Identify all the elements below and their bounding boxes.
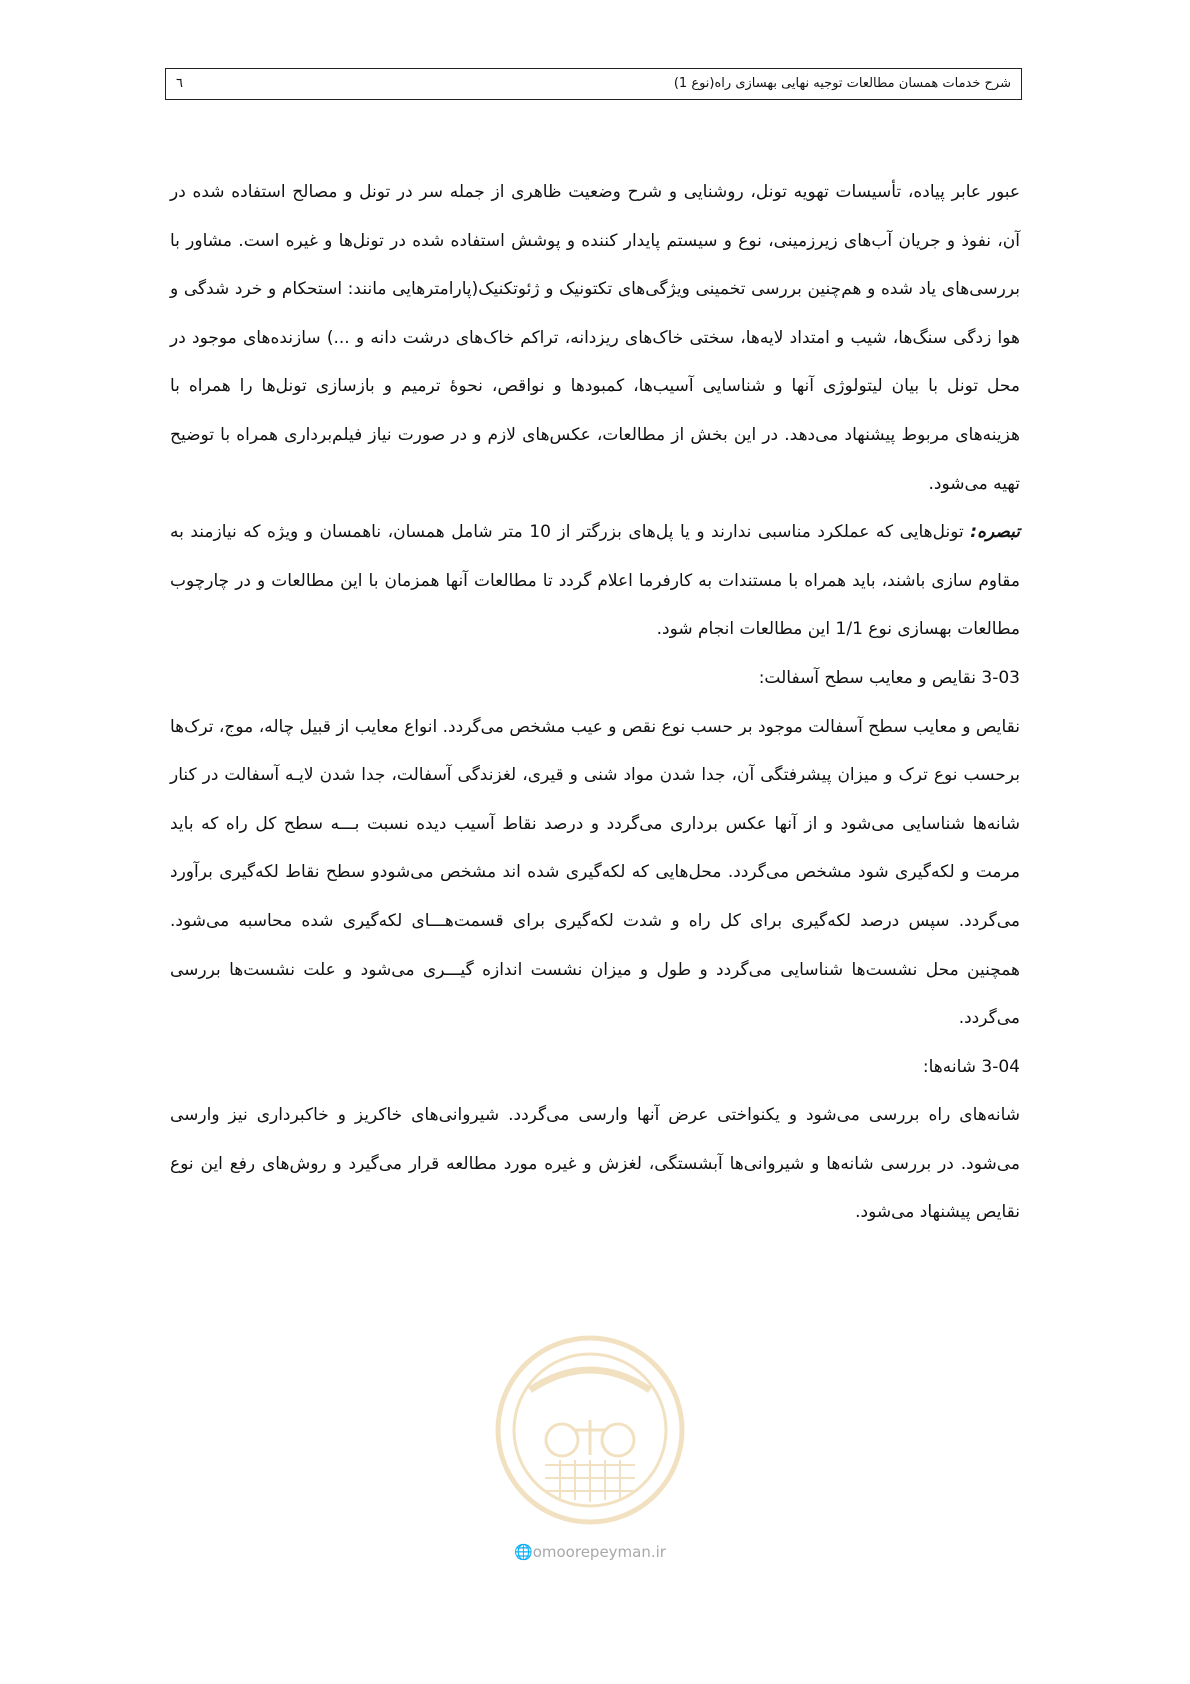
- paragraph-shoulders: شانه‌های راه بررسی می‌شود و یکنواختی عرض آنها وارسی می‌گردد. شیروانی‌های خاکریز و خاکبرداری نیز وارسی می‌شود. در بررسی شانه‌ها و شیروانی‌ها آبشستگی، لغزش و غیره مورد مطالعه قرار می‌گیرد و روش‌های رفع این نوع نقایص پیشنهاد می‌شود.: [170, 1105, 1020, 1223]
- page-number: ٦: [176, 76, 183, 91]
- document-body: [170, 168, 1020, 1237]
- globe-icon: 🌐: [514, 1543, 533, 1561]
- note-text: تونل‌هایی که عملکرد مناسبی ندارند و یا پل‌های بزرگتر از 10 متر شامل همسان، ناهمسان و ویژه که نیازمند به مقاوم سازی باشند، باید همراه با مستندات به کارفرما اعلام گردد تا مطالعات آنها همزمان با این مطالعات و در چارچوب مطالعات بهسازی نوع 1/1 این مطالعات انجام شود.: [170, 522, 1020, 640]
- note-paragraph: [170, 508, 1020, 654]
- watermark-site-text: 🌐omoorepeyman.ir: [514, 1543, 666, 1561]
- note-label: تبصره:: [970, 522, 1020, 543]
- page-header: [165, 68, 1022, 100]
- watermark-seal-icon: [490, 1330, 690, 1530]
- paragraph-asphalt: نقایص و معایب سطح آسفالت موجود بر حسب نوع نقص و عیب مشخص می‌گردد. انواع معایب از قبیل چاله، موج، ترک‌ها برحسب نوع ترک و میزان پیشرفتگی آن، جدا شدن مواد شنی و قیری، لغزندگی آسفالت، جدا شدن لایـه آسفالت در کنار شانه‌ها شناسایی می‌شود و از آنها عکس برداری می‌گردد و درصد نقاط آسیب دیده نسبت بـــه سطح کل راه که باید مرمت و لکه‌گیری شود مشخص می‌گردد. محل‌هایی که لکه‌گیری شده اند مشخص می‌شودو سطح نقاط لکه‌گیری برآورد می‌گردد. سپس درصد لکه‌گیری برای کل راه و شدت لکه‌گیری برای قسمت‌هـــای لکه‌گیری شده محاسبه می‌شود. همچنین محل نشست‌ها شناسایی می‌گردد و طول و میزان نشست اندازه گیـــری می‌شود و علت نشست‌ها بررسی می‌گردد.: [170, 716, 1020, 1029]
- section-heading-shoulders: 3-04 شانه‌ها:: [922, 1056, 1020, 1077]
- paragraph-tunnels: عبور عابر پیاده، تأسیسات تهویه تونل، روشنایی و شرح وضعیت ظاهری از جمله سر در تونل و مصالح استفاده شده در آن، نفوذ و جریان آب‌های زیرزمینی، نوع و سیستم پایدار کننده و پوشش استفاده شده در تونل‌ها و غیره است. مشاور با بررسی‌های یاد شده و هم‌چنین بررسی تخمینی ویژگی‌های تکتونیک و ژئوتکنیک(پارامترهایی مانند: استحکام و خرد شدگی و هوا زدگی سنگ‌ها، شیب و امتداد لایه‌ها، سختی خاک‌های ریزدانه، تراکم خاک‌های درشت دانه و ...) سازنده‌های موجود در محل تونل با بیان لیتولوژی آنها و شناسایی آسیب‌ها، کمبودها و نواقص، نحوۀ ترمیم و بازسازی تونل‌ها را همراه با هزینه‌های مربوط پیشنهاد می‌دهد. در این بخش از مطالعات، عکس‌های لازم و در صورت نیاز فیلم‌برداری همراه با توضیح تهیه می‌شود.: [170, 182, 1020, 494]
- header-title: شرح خدمات همسان مطالعات توجیه نهایی بهسازی راه(نوع 1): [673, 76, 1011, 91]
- section-heading-asphalt: 3-03 نقایص و معایب سطح آسفالت:: [758, 667, 1020, 688]
